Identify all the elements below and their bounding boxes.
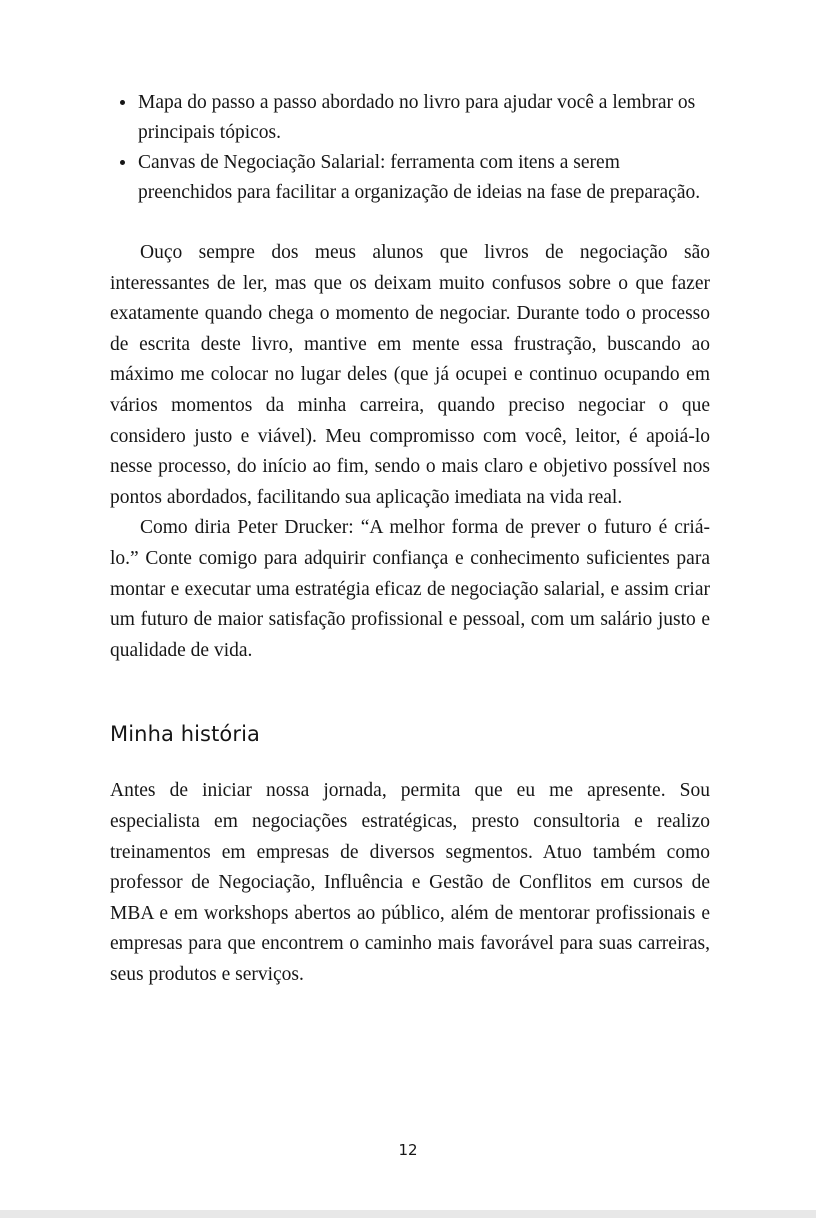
bullet-dot-icon <box>120 100 125 105</box>
spacer <box>110 208 710 238</box>
page-bottom-edge <box>0 1210 816 1218</box>
list-item <box>110 88 710 148</box>
page-number: 12 <box>398 1141 418 1159</box>
section-heading-minha-historia: Minha história <box>110 722 261 747</box>
list-item-text: Mapa do passo a passo abordado no livro para ajudar você a lembrar os principais tópicos. <box>138 92 696 143</box>
bullet-list <box>110 88 710 208</box>
spacer <box>110 748 710 776</box>
paragraph-2: Como diria Peter Drucker: “A melhor forma de prever o futuro é criá-lo.” Conte comigo para adquirir confiança e conhecimento suficientes para montar e executar uma estratégia eficaz de negociação salarial, e assim criar um futuro de maior satisfação profissional e pessoal, com um salário justo e qualidade de vida. <box>110 517 710 661</box>
list-item-text: Canvas de Negociação Salarial: ferramenta com itens a serem preenchidos para facilitar a organização de ideias na fase de preparação. <box>138 152 701 203</box>
list-item <box>110 148 710 208</box>
paragraph-3: Antes de iniciar nossa jornada, permita que eu me apresente. Sou especialista em negociações estratégicas, presto consultoria e realizo treinamentos em empresas de diversos segmentos. Atuo também como professor de Negociação, Influência e Gestão de Conflitos em cursos de MBA e em workshops abertos ao público, além de mentorar profissionais e empresas para que encontrem o caminho mais favorável para suas carreiras, seus produtos e serviços. <box>110 780 710 985</box>
page-content <box>110 88 710 990</box>
spacer <box>110 666 710 720</box>
paragraph-1: Ouço sempre dos meus alunos que livros de negociação são interessantes de ler, mas que os deixam muito confusos sobre o que fazer exatamente quando chega o momento de negociar. Durante todo o processo de escrita deste livro, mantive em mente essa frustração, buscando ao máximo me colocar no lugar deles (que já ocupei e continuo ocupando em vários momentos da minha carreira, quando preciso negociar o que considero justo e viável). Meu compromisso com você, leitor, é apoiá-lo nesse processo, do início ao fim, sendo o mais claro e objetivo possível nos pontos abordados, facilitando sua aplicação imediata na vida real. <box>110 242 710 508</box>
bullet-dot-icon <box>120 160 125 165</box>
